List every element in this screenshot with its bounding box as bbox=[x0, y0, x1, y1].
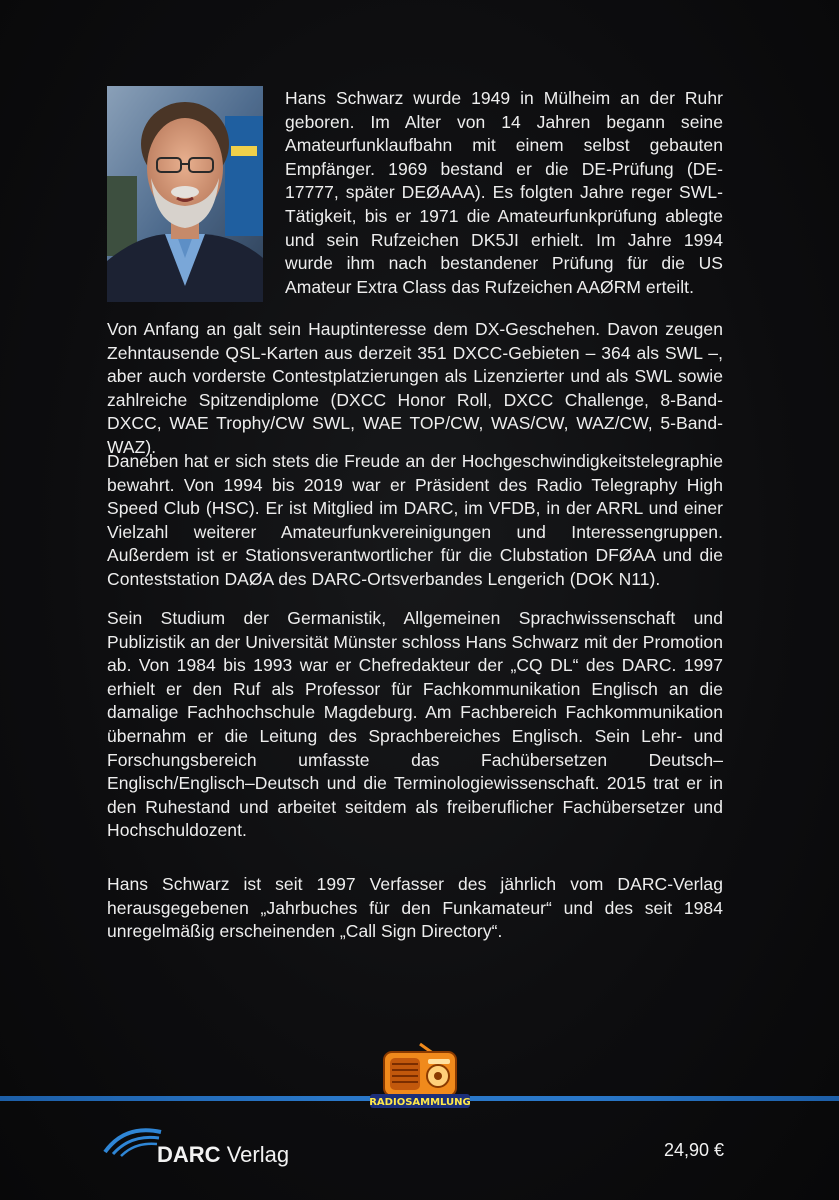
author-photo bbox=[107, 86, 263, 302]
bio-paragraph-1: Hans Schwarz wurde 1949 in Mülheim an der Ruhr geboren. Im Alter von 14 Jahren begann seine Amateurfunklaufbahn mit einem selbst gebauten Empfänger. 1969 bestand er die DE-Prüfung (DE-17777, später DEØAAA). Es folgten Jahre reger SWL-Tätigkeit, bis er 1971 die Amateurfunkprüfung ablegte und sein Rufzeichen DK5JI erhielt. Im Jahre 1994 wurde ihm nach bestandener Prüfung für die US Amateur Extra Class das Rufzeichen AAØRM erteilt. bbox=[285, 88, 723, 297]
bio-paragraph-2: Von Anfang an galt sein Hauptinteresse dem DX-Geschehen. Davon zeugen Zehntausende QSL-Karten aus derzeit 351 DXCC-Gebieten – 364 als SWL –, aber auch vorderste Contestplatzierungen als Lizenzierter und als SWL sowie zahlreiche Spitzendiplome (DXCC Honor Roll, DXCC Challenge, 8-Band-DXCC, WAE Trophy/CW SWL, WAE TOP/CW, WAS/CW, WAZ/CW, 5-Band-WAZ). bbox=[107, 319, 723, 457]
bio-paragraph-5: Hans Schwarz ist seit 1997 Verfasser des jährlich vom DARC-Verlag herausgegebenen „Jahrbuches für den Funkamateur“ und des seit 1984 unregelmäßig erscheinenden „Call Sign Directory“. bbox=[107, 874, 723, 942]
badge-label: RADIOSAMMLUNG bbox=[369, 1097, 471, 1108]
price: 24,90 € bbox=[663, 1140, 724, 1160]
bio-paragraph-4: Sein Studium der Germanistik, Allgemeinen Sprachwissenschaft und Publizistik an der Universität Münster schloss Hans Schwarz mit der Promotion ab. Von 1984 bis 1993 war er Chefredakteur der „CQ DL“ des DARC. 1997 erhielt er den Ruf als Professor für Fachkommunikation Englisch an die damalige Fachhochschule Magdeburg. Am Fachbereich Fachkommunikation übernahm er die Leitung des Sprachbereiches Englisch. Sein Lehr- und Forschungsbereich umfasste das Fachübersetzen Deutsch–Englisch/Englisch–Deutsch und die Terminologiewissenschaft. 2015 trat er in den Ruhestand und arbeitet seitdem als freiberuflicher Fachübersetzer und Hochschuldozent. bbox=[107, 608, 723, 841]
author-portrait-icon bbox=[107, 86, 263, 302]
publisher-name: DARC Verlag bbox=[157, 1142, 290, 1167]
radio-icon bbox=[368, 1042, 472, 1120]
radiosammlung-badge bbox=[368, 1042, 472, 1120]
darc-wave-logo-icon bbox=[103, 1122, 163, 1162]
publisher-logo bbox=[107, 1124, 347, 1174]
bio-paragraph-3: Daneben hat er sich stets die Freude an der Hochgeschwindigkeitstelegraphie bewahrt. Von 1994 bis 2019 war er Präsident des Radio Telegraphy High Speed Club (HSC). Er ist Mitglied im DARC, im VFDB, in der ARRL und einer Vielzahl weiterer Amateurfunkvereinigungen und Interessengruppen. Außerdem ist er Stationsverantwortlicher für die Clubstation DFØAA und die Conteststation DAØA des DARC-Ortsverbandes Lengerich (DOK N11). bbox=[107, 451, 723, 589]
